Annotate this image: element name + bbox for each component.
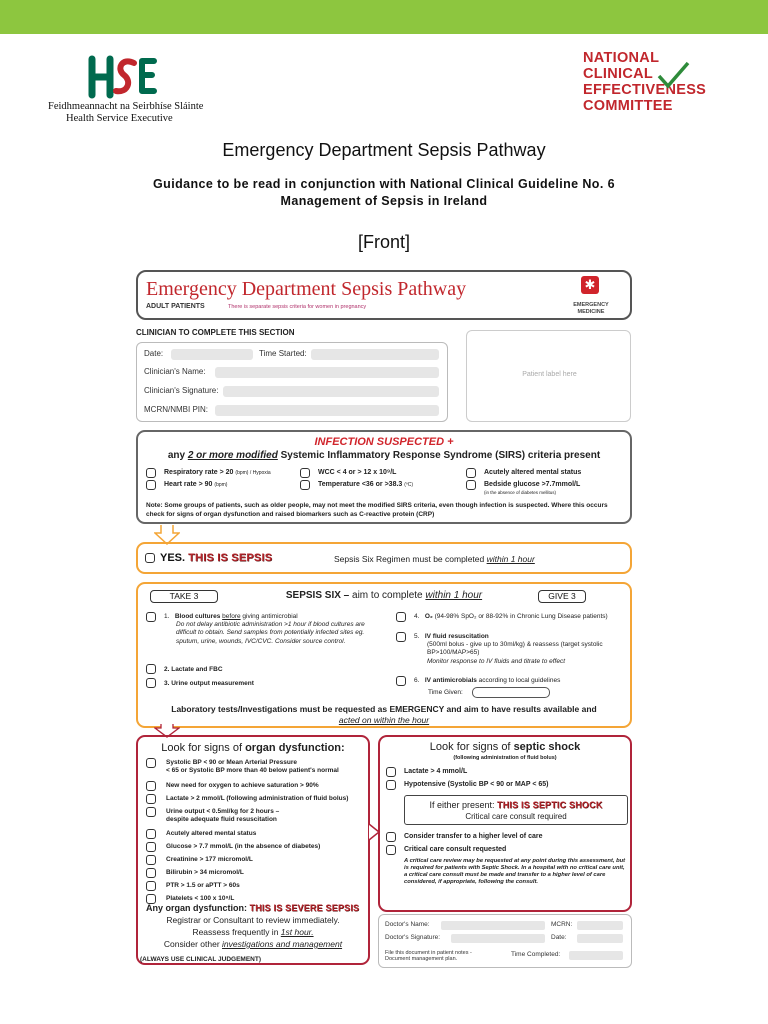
hse-mark-icon	[88, 55, 158, 99]
clinician-section-heading: CLINICIAN TO COMPLETE THIS SECTION	[136, 328, 295, 337]
doctor-signature-field[interactable]	[451, 934, 545, 943]
septic-shock-title: Look for signs of septic shock	[429, 741, 581, 753]
checkbox-hypotensive[interactable]	[386, 780, 396, 790]
time-started-label: Time Started:	[259, 349, 307, 358]
checkbox-ptr[interactable]	[146, 881, 156, 891]
organ-item-systolic-bp: Systolic BP < 90 or Mean Arterial Pressure < 65 or Systolic BP more than 40 below patient's normal	[166, 759, 339, 774]
checkbox-heart-rate[interactable]	[146, 480, 156, 490]
wcc-text: WCC < 4 or > 12 x 10⁹/L	[318, 469, 397, 476]
checkbox-urine[interactable]	[146, 807, 156, 817]
infection-suspected-box	[136, 430, 632, 524]
checkbox-glucose[interactable]	[466, 480, 476, 490]
patient-label-text: Patient label here	[522, 371, 577, 378]
infection-suspected-title: INFECTION SUSPECTED +	[314, 436, 454, 448]
checkbox-this-is-sepsis[interactable]	[145, 553, 155, 563]
file-note-1: File this document in patient notes -	[385, 950, 472, 956]
septic-shock-sub: (following administration of fluid bolus)	[453, 755, 557, 761]
doctor-date-label: Date:	[551, 934, 567, 941]
right-arrow-icon	[369, 822, 381, 842]
time-given-field[interactable]	[472, 687, 550, 698]
checkbox-iv-fluid[interactable]	[396, 632, 406, 642]
checkbox-resp-rate[interactable]	[146, 468, 156, 478]
ncec-line-2: CLINICAL	[583, 66, 654, 82]
doctor-mcrn-label: MCRN:	[551, 921, 573, 928]
organ-item-bilirubin: Bilirubin > 34 micromol/L	[166, 869, 244, 876]
card-title: Emergency Department Sepsis Pathway	[146, 278, 467, 300]
file-note-2: Document management plan.	[385, 956, 458, 962]
item-urine-output: 3. Urine output measurement	[164, 680, 254, 687]
mcrn-label: MCRN/NMBI PIN:	[144, 405, 208, 414]
checkbox-bilirubin[interactable]	[146, 868, 156, 878]
checkmark-icon	[655, 60, 691, 90]
ncec-line-1: NATIONAL	[583, 50, 660, 66]
critical-care-note: A critical care review may be requested at any point during this assessment, but is required for patients with Septic Shock. In a hospital with no critical care unit, a critical care consult must be made and transfer to a higher level of care considered, if appropriate, following the consult.	[404, 858, 626, 885]
hse-irish-name: Feidhmeannacht na Seirbhíse Sláinte	[48, 101, 204, 112]
item-lactate-fbc: 2. Lactate and FBC	[164, 666, 223, 673]
sepsis-confirm-box	[136, 542, 632, 574]
checkbox-glucose-organ[interactable]	[146, 842, 156, 852]
date-field[interactable]	[171, 349, 253, 360]
organ-item-platelets: Platelets < 100 x 10⁹/L	[166, 895, 235, 902]
checkbox-lactate[interactable]	[146, 794, 156, 804]
checkbox-oxygen-need[interactable]	[146, 781, 156, 791]
item-iv-fluid: 5. IV fluid resuscitation (500ml bolus - give up to 30ml/kg) & reassess (target systolic BP>100/MAP>65) Monitor response to IV fluids and titrate to effect	[414, 633, 603, 665]
organ-item-urine: Urine output < 0.5ml/kg for 2 hours – despite adequate fluid resuscitation	[166, 808, 280, 823]
shock-hypotensive: Hypotensive (Systolic BP < 90 or MAP < 65)	[404, 781, 549, 788]
clinician-name-field[interactable]	[215, 367, 439, 378]
checkbox-urine-output[interactable]	[146, 678, 156, 688]
septic-shock-box	[378, 735, 632, 912]
checkbox-oxygen[interactable]	[396, 612, 406, 622]
checkbox-mental-status[interactable]	[466, 468, 476, 478]
clinician-form	[136, 342, 448, 422]
septic-shock-alert: If either present: THIS IS SEPTIC SHOCK Critical care consult required	[404, 795, 628, 825]
time-completed-label: Time Completed:	[511, 951, 561, 958]
time-given-label: Time Given:	[428, 689, 463, 696]
shock-consult-requested: Critical care consult requested	[404, 846, 507, 853]
organ-dysfunction-box	[136, 735, 370, 965]
checkbox-temperature[interactable]	[300, 480, 310, 490]
pathway-header-card	[136, 270, 632, 320]
checkbox-wcc[interactable]	[300, 468, 310, 478]
guidance-text: Guidance to be read in conjunction with National Clinical Guideline No. 6 Management of Sepsis in Ireland	[153, 177, 615, 208]
checkbox-transfer[interactable]	[386, 832, 396, 842]
checkbox-consult-requested[interactable]	[386, 845, 396, 855]
doctor-name-label: Doctor's Name:	[385, 921, 430, 928]
sepsis-six-title: SEPSIS SIX – aim to complete within 1 hour	[285, 590, 483, 601]
shock-lactate: Lactate > 4 mmol/L	[404, 768, 468, 775]
this-is-sepsis-label: YES. THIS IS SEPSIS	[160, 552, 273, 564]
side-label: [Front]	[357, 232, 410, 252]
clinical-judgement-note: (ALWAYS USE CLINICAL JUDGEMENT)	[140, 956, 261, 963]
organ-item-mental: Acutely altered mental status	[166, 830, 257, 837]
emergency-medicine-logo: ✱ EMERGENCY MEDICINE	[573, 277, 609, 315]
clinician-signature-label: Clinician's Signature:	[144, 386, 219, 395]
sepsis-six-box	[136, 582, 632, 728]
page-title: Emergency Department Sepsis Pathway	[222, 140, 546, 160]
mental-status-text: Acutely altered mental status	[484, 469, 582, 476]
mcrn-field[interactable]	[215, 405, 439, 416]
time-completed-field[interactable]	[569, 951, 623, 960]
clinician-name-label: Clinician's Name:	[144, 367, 206, 376]
take-3-badge: TAKE 3	[150, 590, 218, 603]
checkbox-lactate-fbc[interactable]	[146, 664, 156, 674]
pregnancy-note: There is separate sepsis criteria for women in pregnancy	[228, 304, 367, 310]
ncec-logo	[583, 50, 733, 114]
give-3-badge: GIVE 3	[538, 590, 586, 603]
doctor-sign-off	[378, 914, 632, 968]
clinician-signature-field[interactable]	[223, 386, 439, 397]
glucose-note: (in the absence of diabetes mellitus)	[484, 490, 557, 495]
checkbox-systolic-bp[interactable]	[146, 758, 156, 768]
ncec-line-4: COMMITTEE	[583, 98, 673, 114]
glucose-text: Bedside glucose >7.7mmol/L	[484, 481, 581, 488]
organ-item-ptr: PTR > 1.5 or aPTT > 60s	[166, 882, 240, 889]
hse-english-name: Health Service Executive	[66, 113, 173, 124]
organ-foot-1: Registrar or Consultant to review immediately.	[166, 915, 340, 925]
checkbox-shock-lactate[interactable]	[386, 767, 396, 777]
checkbox-creatinine[interactable]	[146, 855, 156, 865]
organ-foot-3: Consider other investigations and management	[163, 939, 343, 949]
organ-item-glucose: Glucose > 7.7 mmol/L (in the absence of diabetes)	[166, 843, 321, 850]
organ-item-lactate: Lactate > 2 mmol/L (following administration of fluid bolus)	[166, 795, 349, 802]
resp-rate-text: Respiratory rate > 20 (bpm) / Hypoxia	[164, 469, 271, 476]
temperature-text: Temperature <36 or >38.3 (ºC)	[318, 481, 414, 488]
time-started-field[interactable]	[311, 349, 439, 360]
organ-item-oxygen-need: New need for oxygen to achieve saturation > 90%	[166, 782, 319, 789]
checkbox-mental[interactable]	[146, 829, 156, 839]
doctor-signature-label: Doctor's Signature:	[385, 934, 441, 941]
sepsis-six-regimen-text: Sepsis Six Regimen must be completed within 1 hour	[334, 554, 535, 564]
star-of-life-icon: ✱	[581, 276, 599, 294]
shock-transfer: Consider transfer to a higher level of care	[404, 833, 543, 840]
sirs-note: Note: Some groups of patients, such as older people, may not meet the modified SIRS criteria, even though infection is suspected. Where this occurs check for signs of organ dysfunction and raised biomarkers such as C-reactive protein (CRP)	[146, 502, 608, 518]
checkbox-iv-antimicrobials[interactable]	[396, 676, 406, 686]
adult-patients-label: ADULT PATIENTS	[146, 303, 205, 310]
hse-logo	[48, 55, 204, 127]
doctor-mcrn-field[interactable]	[577, 921, 623, 930]
item-blood-cultures: 1. Blood cultures before giving antimicrobial Do not delay antibiotic administration >1 hour if blood cultures are difficult to obtain. Send samples from potentially infected sites eg. sputum, urine, wounds, IVC/CVC. Consider source control.	[164, 613, 365, 645]
heart-rate-text: Heart rate > 90 (bpm)	[164, 481, 228, 488]
item-oxygen: 4. O₂ (94-98% SpO₂ or 88-92% in Chronic Lung Disease patients)	[414, 613, 608, 620]
top-green-bar	[0, 0, 768, 34]
checkbox-blood-cultures[interactable]	[146, 612, 156, 622]
any-organ-dysfunction: Any organ dysfunction: THIS IS SEVERE SEPSIS	[146, 903, 360, 913]
organ-dysfunction-title: Look for signs of organ dysfunction:	[161, 742, 345, 754]
item-iv-antimicrobials: 6. IV antimicrobials according to local guidelines	[414, 677, 561, 684]
doctor-name-field[interactable]	[441, 921, 545, 930]
organ-item-creatinine: Creatinine > 177 micromol/L	[166, 856, 253, 863]
doctor-date-field[interactable]	[577, 934, 623, 943]
laboratory-note: Laboratory tests/Investigations must be requested as EMERGENCY and aim to have results available and acted on within the hour	[171, 704, 597, 725]
patient-label-box[interactable]	[466, 330, 631, 422]
date-label: Date:	[144, 349, 164, 358]
ncec-line-3: EFFECTIVENESS	[583, 82, 707, 98]
organ-foot-2: Reassess frequently in 1st hour.	[192, 927, 314, 937]
sirs-criteria-heading: any 2 or more modified Systemic Inflammatory Response Syndrome (SIRS) criteria present	[167, 450, 601, 461]
